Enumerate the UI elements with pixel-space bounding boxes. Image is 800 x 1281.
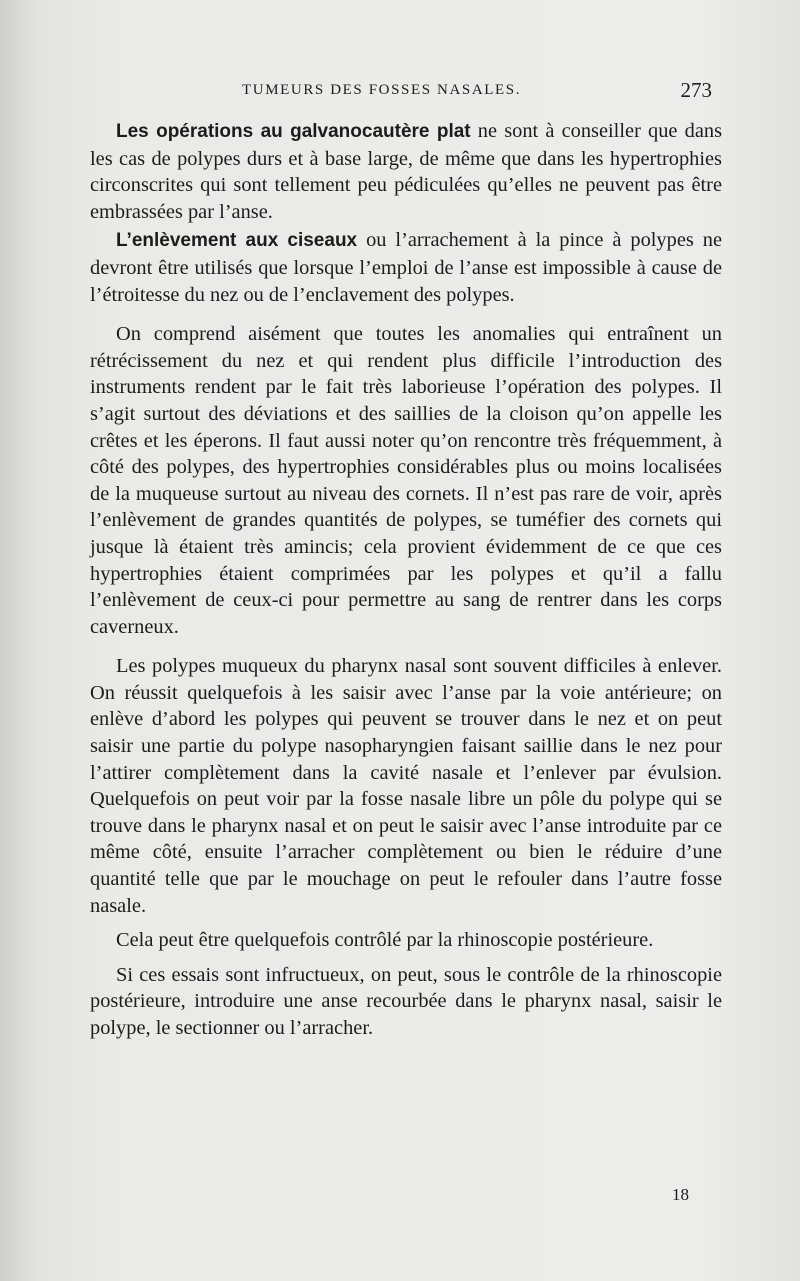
paragraph-lead: Les opérations au galvanocautère plat — [116, 121, 471, 142]
paragraph-text: ou l’arrachement à la pince à polypes ne devront être utilisés que lorsque l’emploi de l’anse est impossible à cause de l’étroitesse du nez ou de l’enclavement des polypes. — [90, 229, 723, 306]
paragraph — [90, 321, 722, 640]
paragraph — [90, 118, 722, 225]
running-title: TUMEURS DES FOSSES NASALES. — [242, 82, 522, 98]
page-header — [90, 78, 720, 108]
paragraph-text: Si ces essais sont infructueux, on peut, sous le contrôle de la rhinoscopie postérieure, introduire une anse recourbée dans le pharynx nasal, saisir le polype, le sectionner ou l’arracher. — [90, 963, 722, 1039]
page-body — [90, 118, 722, 1042]
paragraph-text: Les polypes muqueux du pharynx nasal sont souvent difficiles à enlever. On réussit quelquefois à les saisir avec l’anse par la voie antérieure; on enlève d’abord les polypes qui peuvent se trouver dans le nez et on peut saisir une partie du polype nasopharyngien faisant saillie dans le nez pour l’attirer complètement dans la cavité nasale et l’enlever par évulsion. Quelquefois on peut voir par la fosse nasale libre un pôle du polype qui se trouve dans le pharynx nasal et on peut le saisir avec l’anse introduite par ce même côté, ensuite l’arracher complètement ou bien le réduire d’une quantité telle que par le mouchage on peut le refouler dans l’autre fosse nasale. — [90, 655, 722, 917]
paragraph-text: Cela peut être quelquefois contrôlé par la rhinoscopie postérieure. — [116, 929, 654, 952]
paragraph — [90, 653, 722, 919]
paragraph-text: ne sont à conseiller que dans les cas de polypes durs et à base large, de même que dans les hypertrophies circonscrites qui sont tellement peu pédiculées qu’elles ne peuvent pas être embrassées par l’anse. — [90, 120, 723, 223]
page-number: 273 — [680, 78, 712, 102]
paragraph — [90, 927, 722, 954]
paragraph-text: On comprend aisément que toutes les anomalies qui entraînent un rétrécissement du nez et qui rendent plus difficile l’introduction des instruments rendent par le fait très laborieuse l’opération des polypes. Il s’agit surtout des déviations et des saillies de la cloison qu’on appelle les crêtes et les éperons. Il faut aussi noter qu’on rencontre très fréquemment, à côté des polypes, des hypertrophies considérables plus ou moins localisées de la muqueuse surtout au niveau des cornets. Il n’est pas rare de voir, après l’enlèvement de grandes quantités de polypes, se tuméfier des cornets qui jusque là étaient très amincis; cela provient évidemment de ce que ces hypertrophies étaient comprimées par les polypes et qu’il a fallu l’enlèvement de ceux-ci pour permettre au sang de rentrer dans les corps caverneux. — [90, 323, 722, 638]
paragraph-lead: L’enlèvement aux ciseaux — [116, 230, 358, 252]
paragraph — [90, 227, 722, 308]
signature-mark: 18 — [672, 1185, 689, 1204]
paragraph — [90, 962, 722, 1042]
